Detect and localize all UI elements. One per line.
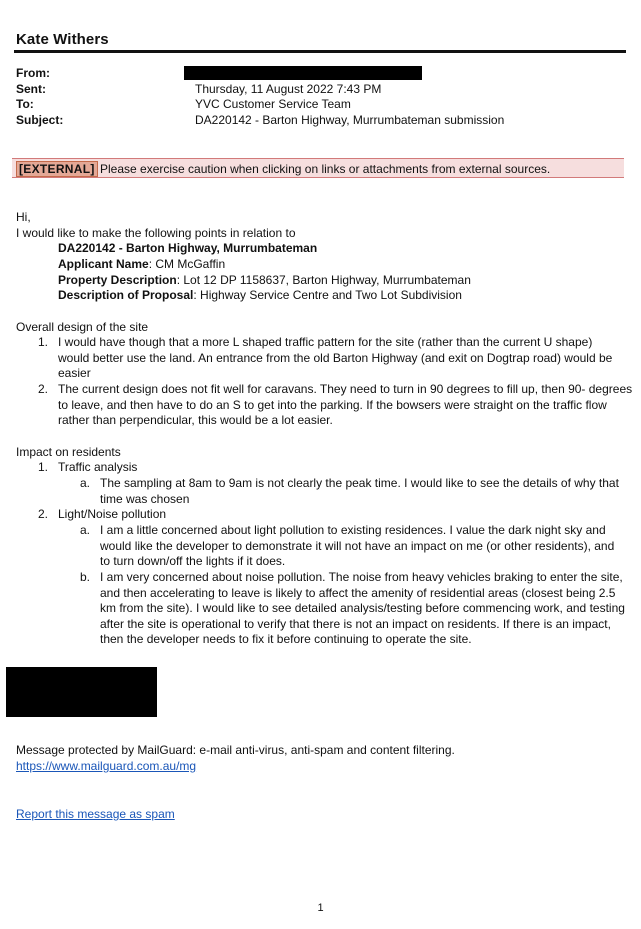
da-reference: DA220142 - Barton Highway, Murrumbateman — [58, 241, 318, 255]
sublist-item-text: The sampling at 8am to 9am is not clearly the peak time. I would like to see the details of why that — [100, 476, 619, 490]
external-tag: [EXTERNAL] — [16, 161, 98, 177]
sublist-item-text: and then accelerating to leave is likely to affect the amenity of residential areas (closest being 2.5 — [100, 586, 616, 600]
section-title-overall-design: Overall design of the site — [16, 320, 149, 334]
page-number: 1 — [317, 902, 324, 914]
sublist-item-text: I am a little concerned about light pollution to existing residences. I value the dark night sky and — [100, 523, 606, 537]
property-line — [58, 273, 471, 289]
applicant-value: : CM McGaffin — [148, 257, 226, 271]
to-label: To: — [16, 97, 34, 111]
sent-label: Sent: — [16, 82, 46, 96]
external-warning-banner — [12, 158, 624, 178]
list-item-text: would better use the land. An entrance from the old Barton Highway (and exit on Dogtrap road) would be — [58, 351, 613, 365]
list-number: 2. — [38, 382, 49, 396]
property-label: Property Description — [58, 273, 177, 287]
report-spam-link[interactable]: Report this message as spam — [16, 807, 175, 821]
sender-name: Kate Withers — [16, 31, 109, 48]
list-item-text: easier — [58, 366, 91, 380]
sent-value: Thursday, 11 August 2022 7:43 PM — [195, 82, 382, 96]
mailguard-notice: Message protected by MailGuard: e-mail anti-virus, anti-spam and content filtering. — [16, 743, 455, 757]
sublist-item-text: I am very concerned about noise pollution. The noise from heavy vehicles braking to enter the site, — [100, 570, 623, 584]
sublist-letter: b. — [80, 570, 91, 584]
list-item-text: The current design does not fit well for caravans. They need to turn in 90 degrees to fill up, then 90- degrees — [58, 382, 633, 396]
list-item-text: I would have though that a more L shaped traffic pattern for the site (rather than the current U shape) — [58, 335, 593, 349]
list-item-text: to leave, and then have to do an S to get into the parking. If the bowsers were straight on the traffic flow — [58, 398, 607, 412]
sublist-item-text: after the site is operational to verify that there is not an impact on residents. If there is an impact, — [100, 617, 611, 631]
applicant-label: Applicant Name — [58, 257, 149, 271]
greeting: Hi, — [16, 210, 31, 224]
sublist-item-text: km from the site). I would like to see detailed analysis/testing before commencing work, and testing — [100, 601, 625, 615]
sublist-letter: a. — [80, 523, 91, 537]
to-value: YVC Customer Service Team — [195, 97, 351, 111]
mailguard-link[interactable]: https://www.mailguard.com.au/mg — [16, 759, 197, 773]
proposal-label: Description of Proposal — [58, 288, 194, 302]
header-divider — [14, 50, 626, 53]
sublist-letter: a. — [80, 476, 91, 490]
section-title-impact-residents: Impact on residents — [16, 445, 121, 459]
applicant-line — [58, 257, 225, 273]
list-number: 1. — [38, 460, 49, 474]
list-number: 2. — [38, 507, 49, 521]
redacted-signature — [6, 667, 157, 717]
sublist-item-text: would like the developer to demonstrate it will not have an impact on me (or other residents), and — [100, 539, 615, 553]
external-warning-message: Please exercise caution when clicking on links or attachments from external sources. — [100, 162, 551, 176]
subject-label: Subject: — [16, 113, 64, 127]
list-number: 1. — [38, 335, 49, 349]
intro-text: I would like to make the following points in relation to — [16, 226, 296, 240]
sublist-item-text: then the developer needs to fix it before continuing to operate the site. — [100, 632, 472, 646]
sublist-item-text: to turn down/off the lights if it does. — [100, 554, 286, 568]
list-item-text: rather than perpendicular, this would be a lot easier. — [58, 413, 333, 427]
redacted-from-address — [184, 66, 422, 80]
sublist-item-text: time was chosen — [100, 492, 190, 506]
list-item-title: Light/Noise pollution — [58, 507, 167, 521]
list-item-title: Traffic analysis — [58, 460, 138, 474]
subject-value: DA220142 - Barton Highway, Murrumbateman submission — [195, 113, 505, 127]
proposal-value: : Highway Service Centre and Two Lot Subdivision — [193, 288, 462, 302]
property-value: : Lot 12 DP 1158637, Barton Highway, Murrumbateman — [176, 273, 471, 287]
proposal-line — [58, 288, 462, 304]
from-label: From: — [16, 66, 50, 80]
